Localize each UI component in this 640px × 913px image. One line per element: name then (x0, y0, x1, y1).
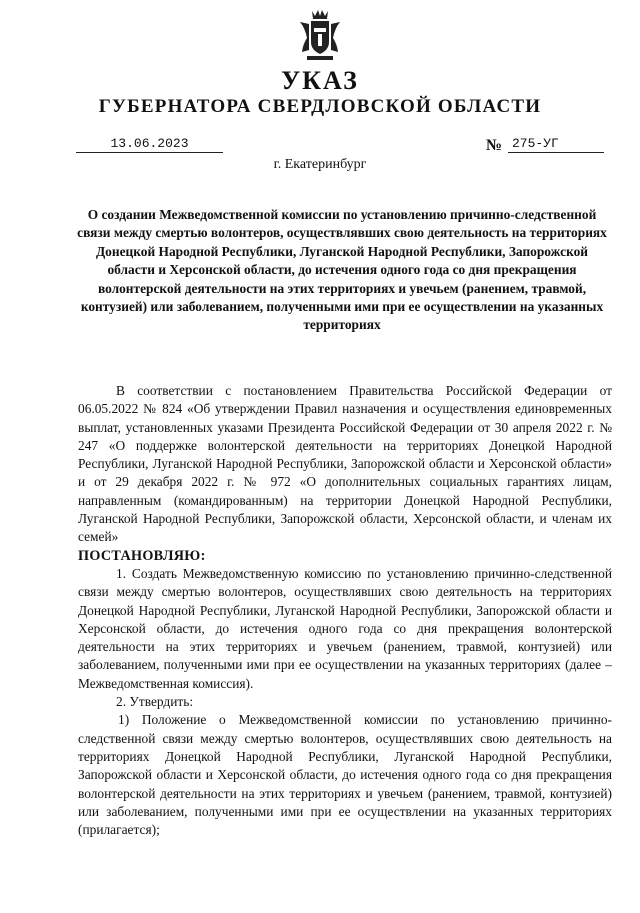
item-1-paragraph: 1. Создать Межведомственную комиссию по установлению причинно-следственной связи между смертью волонтеров, осуществлявших свою деятельность на территориях Донецкой Народной Республики, Луганской Народной Республики, Запорожской области и Херсонской области, до истечения одного года со дня прекращения волонтерской деятельности на этих территориях и увечьем (ранением, травмой, контузией) или заболеванием, полученными ими при ее осуществлении на указанных территориях (далее – Межведомственная комиссия). (78, 565, 612, 691)
document-number: 275-УГ (508, 136, 604, 153)
number-sign: № (486, 137, 503, 154)
document-subtitle: ГУБЕРНАТОРА СВЕРДЛОВСКОЙ ОБЛАСТИ (98, 96, 542, 117)
item-2-paragraph: 2. Утвердить: (116, 694, 194, 710)
coat-of-arms-emblem (297, 8, 343, 64)
document-date: 13.06.2023 (76, 136, 223, 153)
item-2-1-paragraph: 1) Положение о Межведомственной комиссии по установлению причинно-следственной связи между смертью волонтеров, осуществлявших свою деятельность на территориях Донецкой Народной Республики, Луганской Народной Республики, Запорожской области и Херсонской области, до истечения одного года со дня прекращения волонтерской деятельности на этих территориях и увечьем (ранением, травмой, контузией) или заболеванием, полученными ими при ее осуществлении на указанных территориях (прилагается); (78, 712, 612, 838)
document-body (78, 382, 612, 839)
city-line: г. Екатеринбург (273, 157, 367, 172)
document-heading: О создании Межведомственной комиссии по установлению причинно-следственной связи между смертью волонтеров, осуществлявших свою деятельность на территориях Донецкой Народной Республики, Луганской Народной Республики, Запорожской области и Херсонской области, до истечения одного года со дня прекращения волонтерской деятельности на этих территориях и увечьем (ранением, травмой, контузией) или заболеванием, полученными ими при ее осуществлении на указанных территориях (77, 207, 607, 333)
document-title: УКАЗ (281, 66, 359, 95)
decree-word: ПОСТАНОВЛЯЮ: (78, 547, 206, 564)
preamble-paragraph: В соответствии с постановлением Правительства Российской Федерации от 06.05.2022 № 824 «Об утверждении Правил назначения и осуществления единовременных выплат, установленных указами Президента Российской Федерации от 30 апреля 2022 г. № 247 «О поддержке волонтерской деятельности на территориях Донецкой Народной Республики, Луганской Народной Республики, Запорожской области и Херсонской области» и от 29 декабря 2022 г. № 972 «О дополнительных социальных гарантиях лицам, направленным (командированным) на территории Донецкой Народной Республики, Луганской Народной Республики, Запорожской области, Херсонской области, и членам их семей» (78, 383, 612, 545)
